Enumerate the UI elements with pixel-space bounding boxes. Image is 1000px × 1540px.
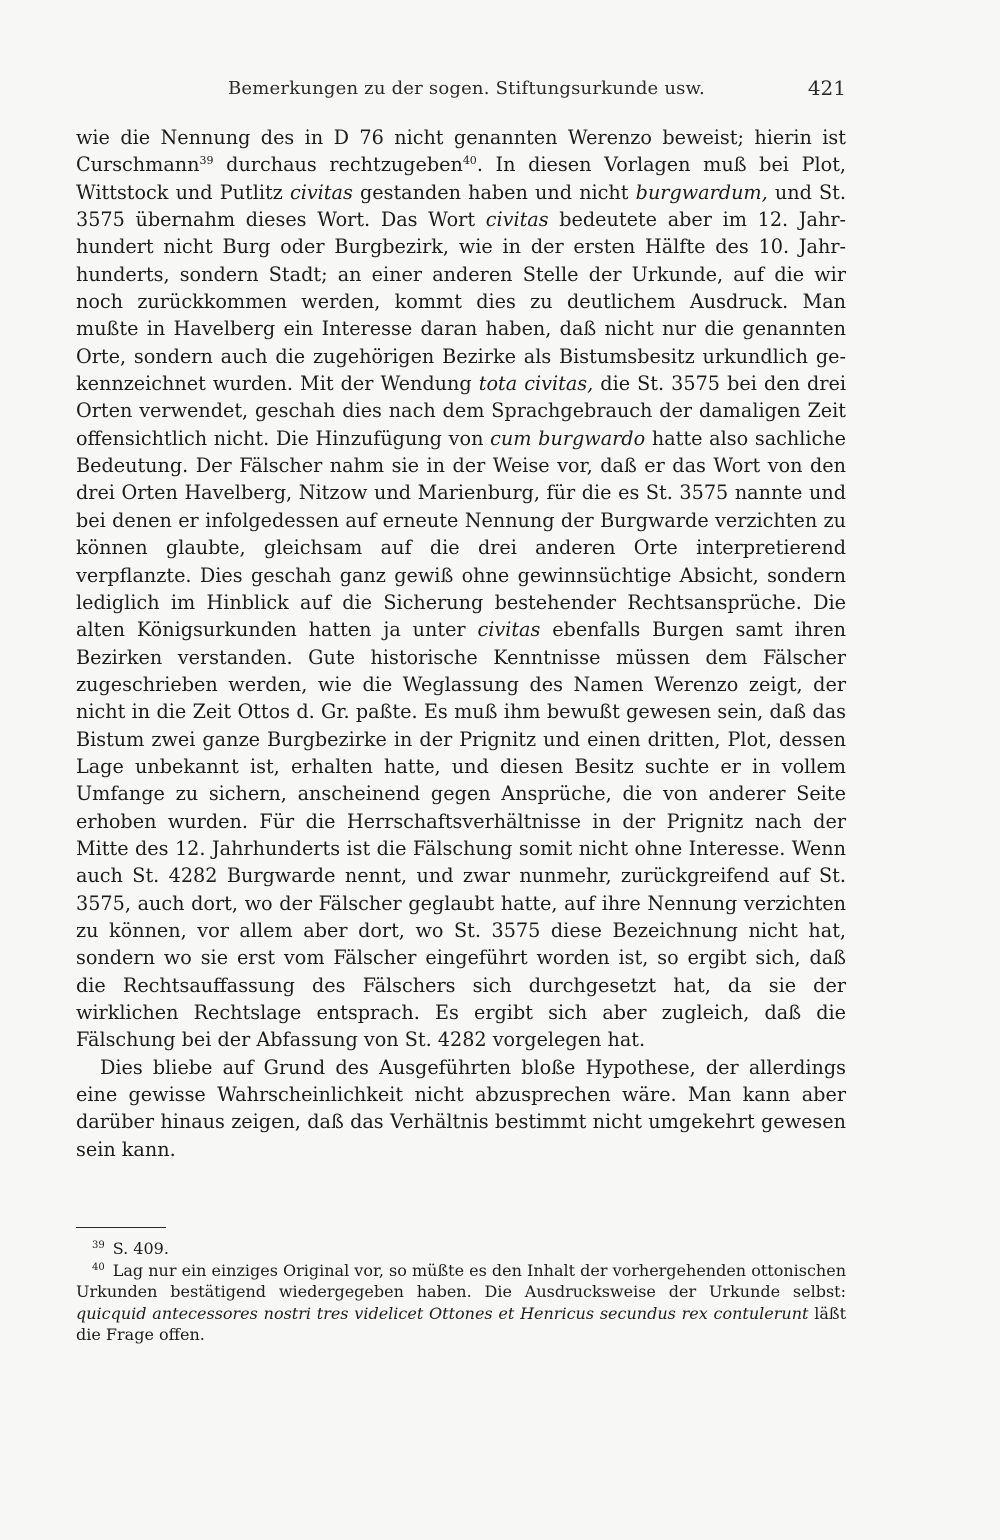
page-number: 421 <box>807 76 846 100</box>
paragraph-1: wie die Nennung des in D 76 nicht genannten Werenzo beweist; hierin ist Curschmann$^{39}$ durchaus rechtzugeben$^{40}$. In diesen Vorlagen muß bei Plot, Wittstock und Putlitz civitas gestanden haben und nicht burgwardum, und St. 3575 übernahm dieses Wort. Das Wort civitas bedeutete aber im 12. Jahrhundert nicht Burg oder Burgbezirk, wie in der ersten Hälfte des 10. Jahrhunderts, sondern Stadt; an einer anderen Stelle der Urkunde, auf die wir noch zurückkommen werden, kommt dies zu deutlichem Ausdruck. Man mußte in Havelberg ein Interesse daran haben, daß nicht nur die genannten Orte, sondern auch die zugehörigen Bezirke als Bistumsbesitz urkundlich gekennzeichnet wurden. Mit der Wendung tota civitas, die St. 3575 bei den drei Orten verwendet, geschah dies nach dem Sprachgebrauch der damaligen Zeit offensichtlich nicht. Die Hinzufügung von cum burgwardo hatte also sachliche Bedeutung. Der Fälscher nahm sie in der Weise vor, daß er das Wort von den drei Orten Havelberg, Nitzow und Marienburg, für die es St. 3575 nannte und bei denen er infolgedessen auf erneute Nennung der Burgwarde verzichten zu können glaubte, gleichsam auf die drei anderen Orte interpretierend verpflanzte. Dies geschah ganz gewiß ohne gewinnsüchtige Absicht, sondern lediglich im Hinblick auf die Sicherung bestehender Rechtsansprüche. Die alten Königsurkunden hatten ja unter civitas ebenfalls Burgen samt ihren Bezirken verstanden. Gute historische Kenntnisse müssen dem Fälscher zugeschrieben werden, wie die Weglassung des Namen Werenzo zeigt, der nicht in die Zeit Ottos d. Gr. paßte. Es muß ihm bewußt gewesen sein, daß das Bistum zwei ganze Burgbezirke in der Prignitz und einen dritten, Plot, dessen Lage unbekannt ist, erhalten hatte, und diesen Besitz suchte er in vollem Umfange zu sichern, anscheinend gegen Ansprüche, die von anderer Seite erhoben wurden. Für die Herrschaftsverhältnisse in der Prignitz nach der Mitte des 12. Jahrhunderts ist die Fälschung somit nicht ohne Interesse. Wenn auch St. 4282 Burgwarde nennt, und zwar nunmehr, zurückgreifend auf St. 3575, auch dort, wo der Fälscher geglaubt hatte, auf ihre Nennung verzichten zu können, vor allem aber dort, wo St. 3575 diese Bezeichnung nicht hat, sondern wo sie erst vom Fälscher eingeführt worden ist, so ergibt sich, daß die Rechtsauffassung des Fälschers sich durchgesetzt hat, da sie der wirklichen Rechtslage entsprach. Es ergibt sich aber zugleich, daß die Fälschung bei der Abfassung von St. 4282 vorgelegen hat. <box>76 126 846 1052</box>
footnote-ref-39: 39 <box>199 154 214 168</box>
footnote-ref-40: 40 <box>462 154 477 168</box>
footnote-number: 39 <box>92 1240 105 1251</box>
footnote-39: $^{39}$ S. 409. <box>92 1239 169 1258</box>
italic-term: tota civitas, <box>478 372 594 396</box>
footnote-number: 40 <box>92 1261 105 1273</box>
page-header <box>76 74 846 108</box>
italic-term: civitas <box>477 618 541 642</box>
italic-term: cum burgwardo <box>490 426 646 450</box>
paragraph-2: Dies bliebe auf Grund des Ausgeführten bloße Hypothese, der allerdings eine gewisse Wahrscheinlichkeit nicht abzusprechen wäre. Man kann aber darüber hinaus zeigen, daß das Verhältnis bestimmt nicht umgekehrt gewesen sein kann. <box>76 1055 846 1161</box>
italic-quote: quicquid antecessores nostri tres videlicet Ottones et Henricus secundus rex contulerunt <box>76 1303 809 1323</box>
running-title: Bemerkungen zu der sogen. Stiftungsurkunde usw. <box>228 78 705 99</box>
italic-term: civitas <box>289 180 353 204</box>
italic-term: civitas <box>485 208 549 232</box>
main-text <box>76 124 846 1163</box>
footnote-40: $^{40}$ Lag nur ein einziges Original vor, so müßte es den Inhalt der vorhergehenden ottonischen Urkunden bestätigend wiedergegeben haben. Die Ausdrucksweise der Urkunde selbst: quicquid antecessores nostri tres videlicet Ottones et Henricus secundus rex contulerunt läßt die Frage offen. <box>76 1260 847 1344</box>
italic-term: burgwardum, <box>635 180 768 204</box>
footnotes <box>76 1238 846 1346</box>
footnote-separator <box>76 1227 166 1228</box>
